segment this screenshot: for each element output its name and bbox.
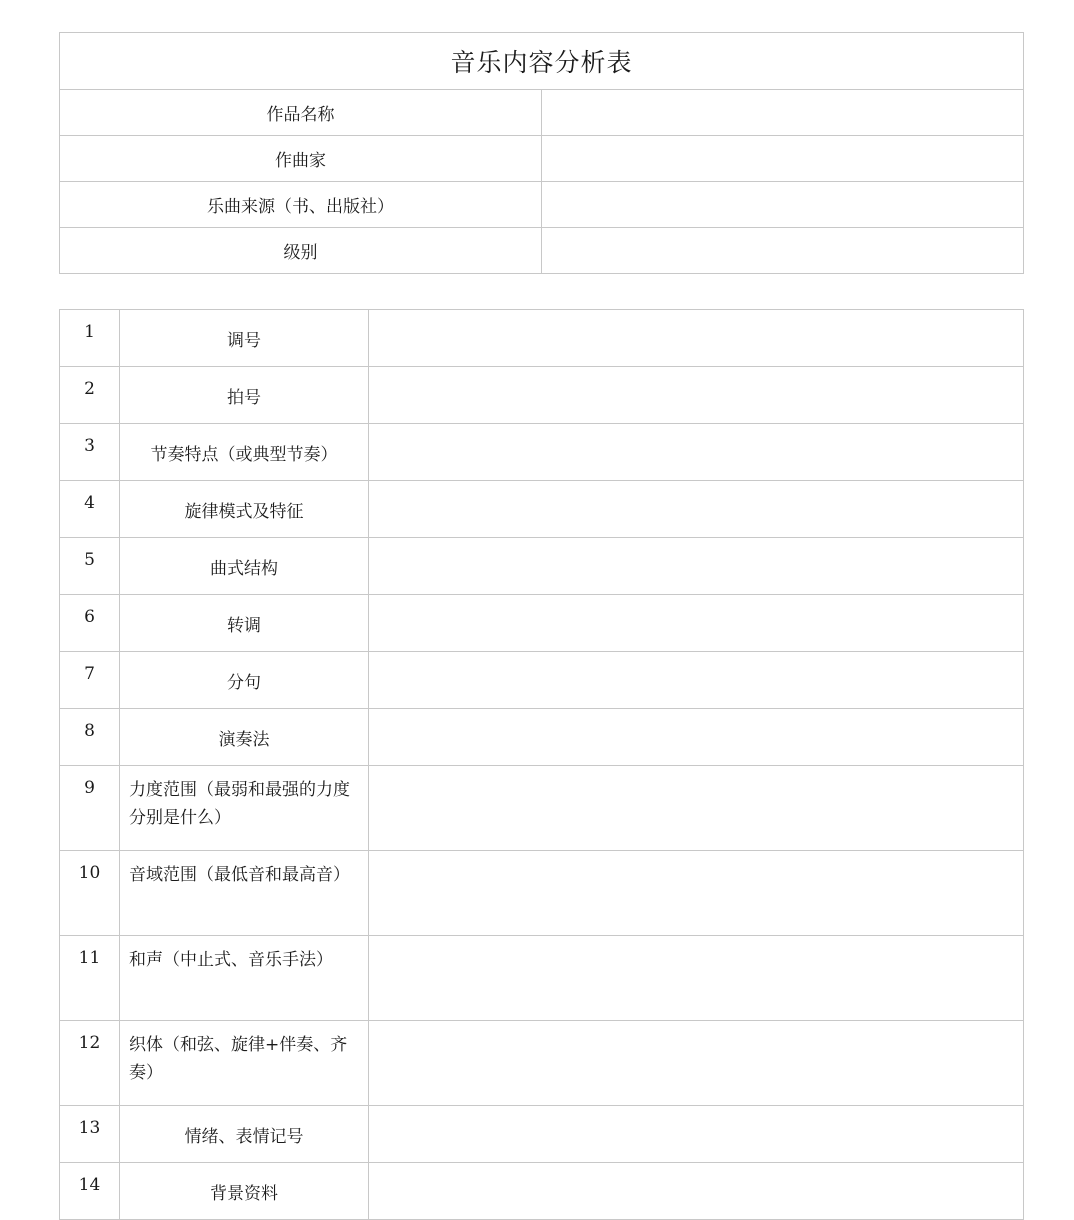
row-label: 曲式结构 bbox=[120, 538, 369, 595]
info-value-source[interactable] bbox=[542, 182, 1024, 228]
info-row-level bbox=[60, 228, 1024, 274]
table-row bbox=[60, 538, 1024, 595]
row-label: 拍号 bbox=[120, 367, 369, 424]
table-row bbox=[60, 766, 1024, 851]
row-label: 分句 bbox=[120, 652, 369, 709]
table-row bbox=[60, 1021, 1024, 1106]
info-value-composer[interactable] bbox=[542, 136, 1024, 182]
row-number: 3 bbox=[60, 424, 120, 481]
table-row bbox=[60, 595, 1024, 652]
row-label: 背景资料 bbox=[120, 1163, 369, 1220]
table-row bbox=[60, 310, 1024, 367]
row-label: 转调 bbox=[120, 595, 369, 652]
row-value[interactable] bbox=[369, 652, 1024, 709]
row-number: 10 bbox=[60, 851, 120, 936]
table-row bbox=[60, 1106, 1024, 1163]
info-value-work-name[interactable] bbox=[542, 90, 1024, 136]
row-label: 节奏特点（或典型节奏） bbox=[120, 424, 369, 481]
row-label: 力度范围（最弱和最强的力度分别是什么） bbox=[120, 766, 369, 851]
row-value[interactable] bbox=[369, 538, 1024, 595]
row-value[interactable] bbox=[369, 709, 1024, 766]
row-label: 和声（中止式、音乐手法） bbox=[120, 936, 369, 1021]
row-label: 旋律模式及特征 bbox=[120, 481, 369, 538]
row-number: 1 bbox=[60, 310, 120, 367]
analysis-table bbox=[59, 309, 1024, 1220]
table-row bbox=[60, 1163, 1024, 1220]
info-label-composer: 作曲家 bbox=[60, 136, 542, 182]
row-label: 织体（和弦、旋律+伴奏、齐奏） bbox=[120, 1021, 369, 1106]
row-value[interactable] bbox=[369, 766, 1024, 851]
row-value[interactable] bbox=[369, 310, 1024, 367]
table-row bbox=[60, 424, 1024, 481]
row-value[interactable] bbox=[369, 367, 1024, 424]
row-value[interactable] bbox=[369, 1021, 1024, 1106]
row-value[interactable] bbox=[369, 851, 1024, 936]
info-label-work-name: 作品名称 bbox=[60, 90, 542, 136]
row-label: 音域范围（最低音和最高音） bbox=[120, 851, 369, 936]
row-value[interactable] bbox=[369, 1106, 1024, 1163]
row-number: 14 bbox=[60, 1163, 120, 1220]
row-value[interactable] bbox=[369, 1163, 1024, 1220]
info-label-level: 级别 bbox=[60, 228, 542, 274]
table-row bbox=[60, 851, 1024, 936]
page-title: 音乐内容分析表 bbox=[60, 33, 1024, 90]
info-row-source bbox=[60, 182, 1024, 228]
row-number: 6 bbox=[60, 595, 120, 652]
info-row-work-name bbox=[60, 90, 1024, 136]
table-row bbox=[60, 709, 1024, 766]
row-number: 12 bbox=[60, 1021, 120, 1106]
row-number: 13 bbox=[60, 1106, 120, 1163]
row-number: 7 bbox=[60, 652, 120, 709]
row-value[interactable] bbox=[369, 936, 1024, 1021]
table-row bbox=[60, 936, 1024, 1021]
row-label: 调号 bbox=[120, 310, 369, 367]
table-row bbox=[60, 481, 1024, 538]
info-row-composer bbox=[60, 136, 1024, 182]
row-number: 4 bbox=[60, 481, 120, 538]
row-number: 11 bbox=[60, 936, 120, 1021]
row-value[interactable] bbox=[369, 424, 1024, 481]
row-label: 演奏法 bbox=[120, 709, 369, 766]
row-number: 9 bbox=[60, 766, 120, 851]
table-row bbox=[60, 367, 1024, 424]
row-number: 2 bbox=[60, 367, 120, 424]
row-label: 情绪、表情记号 bbox=[120, 1106, 369, 1163]
row-value[interactable] bbox=[369, 481, 1024, 538]
row-value[interactable] bbox=[369, 595, 1024, 652]
title-row bbox=[60, 33, 1024, 90]
info-table bbox=[59, 32, 1024, 274]
table-row bbox=[60, 652, 1024, 709]
row-number: 8 bbox=[60, 709, 120, 766]
row-number: 5 bbox=[60, 538, 120, 595]
info-value-level[interactable] bbox=[542, 228, 1024, 274]
info-label-source: 乐曲来源（书、出版社） bbox=[60, 182, 542, 228]
